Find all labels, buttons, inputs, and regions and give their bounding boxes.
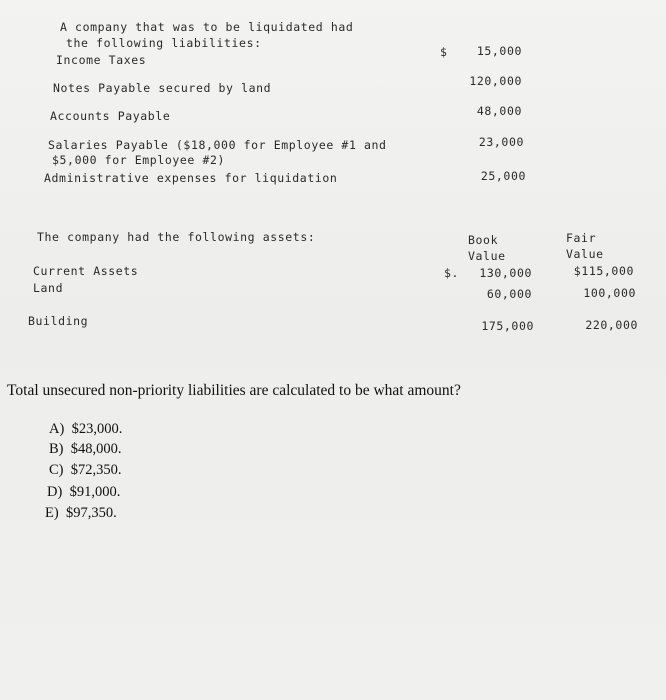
option-value: $72,350. bbox=[70, 462, 122, 478]
asset-book-current-assets: 130,000 bbox=[479, 266, 532, 280]
question-text: Total unsecured non-priority liabilities are calculated to be what amount? bbox=[7, 382, 461, 399]
asset-book-building: 175,000 bbox=[481, 319, 534, 333]
asset-fair-land: 100,000 bbox=[583, 286, 636, 300]
option-letter: E) bbox=[45, 505, 59, 521]
option-value: $48,000. bbox=[70, 441, 122, 457]
fair-header-line-2: Value bbox=[566, 247, 604, 261]
liability-label-accounts-payable: Accounts Payable bbox=[50, 109, 171, 123]
asset-label-current-assets: Current Assets bbox=[33, 264, 139, 278]
liability-label-notes-payable: Notes Payable secured by land bbox=[53, 81, 272, 95]
asset-book-land: 60,000 bbox=[486, 287, 532, 301]
fair-header-line-1: Fair bbox=[566, 231, 597, 245]
liability-label-income-taxes: Income Taxes bbox=[56, 53, 147, 67]
option-d bbox=[47, 484, 120, 501]
asset-label-building: Building bbox=[28, 314, 89, 328]
liability-label-salaries-payable-2: $5,000 for Employee #2) bbox=[52, 153, 226, 167]
assets-heading: The company had the following assets: bbox=[37, 230, 316, 244]
asset-currency-symbol: $. bbox=[444, 266, 460, 280]
liability-amount-notes-payable: 120,000 bbox=[469, 74, 522, 88]
book-header-line-2: Value bbox=[468, 249, 506, 263]
option-e bbox=[45, 505, 117, 522]
option-value: $91,000. bbox=[69, 484, 121, 500]
option-a bbox=[49, 421, 122, 438]
option-value: $23,000. bbox=[71, 421, 123, 437]
option-letter: D) bbox=[47, 484, 63, 500]
intro-line-1: A company that was to be liquidated had bbox=[60, 20, 354, 34]
liability-amount-income-taxes: 15,000 bbox=[476, 44, 522, 58]
option-letter: B) bbox=[49, 441, 64, 457]
option-letter: C) bbox=[49, 462, 64, 478]
liability-amount-admin-expenses: 25,000 bbox=[480, 169, 526, 183]
liability-amount-salaries-payable: 23,000 bbox=[478, 135, 524, 149]
liability-label-admin-expenses: Administrative expenses for liquidation bbox=[44, 171, 338, 185]
liability-label-salaries-payable-1: Salaries Payable ($18,000 for Employee #1 and bbox=[48, 138, 387, 152]
liability-amount-accounts-payable: 48,000 bbox=[476, 104, 522, 118]
option-b bbox=[49, 441, 122, 458]
book-header-line-1: Book bbox=[468, 233, 499, 247]
option-c bbox=[49, 462, 122, 479]
option-value: $97,350. bbox=[65, 505, 117, 521]
asset-label-land: Land bbox=[33, 281, 64, 295]
asset-fair-current-assets: $115,000 bbox=[573, 264, 634, 278]
intro-line-2: the following liabilities: bbox=[66, 36, 262, 50]
option-letter: A) bbox=[49, 421, 65, 437]
asset-fair-building: 220,000 bbox=[585, 318, 638, 332]
liability-currency-symbol: $ bbox=[440, 45, 448, 59]
